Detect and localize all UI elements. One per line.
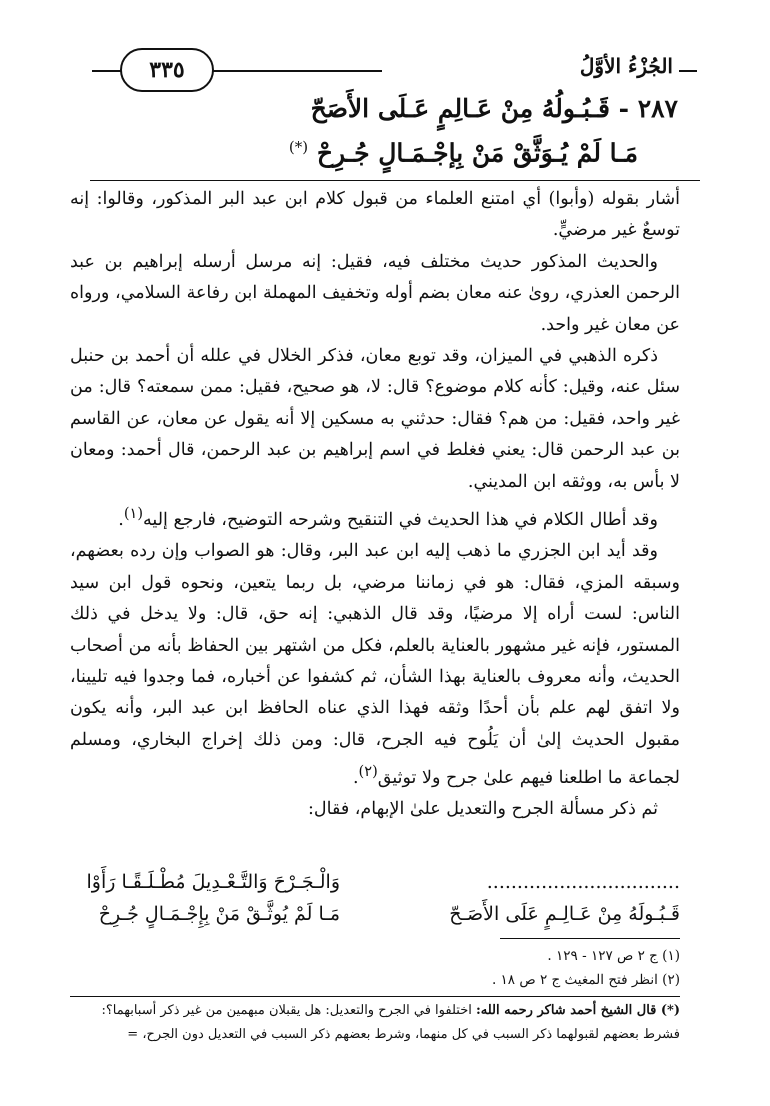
running-head: الجُزْءُ الأوَّلُ <box>579 54 673 78</box>
paragraph-5-text: وقد أيد ابن الجزري ما ذهب إليه ابن عبد البر، وقال: هو الصواب وإن رده بعضهم، وسبقه المزي، فقال: هو في زماننا مرضي، بل ربما يتعين، ونحوه قول ابن سيد الناس: لست أراه إلا مرضيًا، وقد قال الذهبي: إنه حق، قال: ولا يدخل في ذلك المستور، فإنه غير مشهور بالعناية بالعلم، فكل من اشتهر بين الحفاظ بأنه من أصحاب الحديث، وأنه معروف بالعناية بهذا الشأن، ثم كشفوا عن أخباره، فما وجدوا فيه تليينا، ولا اتفق لهم علم بأن أحدًا وثقه فهذا الذي عناه الحافظ ابن عبد البر، وأنه يكون مقبول الحديث إلىٰ أن يَلُوح فيه الجرح، قال: ومن ذلك إخراج البخاري، ومسلم لجماعة ما اطلعنا فيهم علىٰ جرح ولا توثيق <box>70 541 680 788</box>
quoted-verse-row-2 <box>70 898 680 930</box>
verse-title-line-2 <box>78 130 638 170</box>
footnote-ref-2: (٢) <box>358 763 378 781</box>
commentary-text <box>70 184 680 826</box>
paragraph-2: والحديث المذكور حديث مختلف فيه، فقيل: إنه مرسل أرسله إبراهيم بن عبد الرحمن العذري، روىٰ عنه معان بضم أوله وتخفيف المهملة ابن رفاعة السلامي، ورواه عن معان غير واحد. <box>70 251 680 335</box>
verse-title-line-2-text: مَـا لَمْ يُـوَثَّقْ مَنْ بِإجْـمَـالٍ جُـرِحْ <box>316 138 638 168</box>
paragraph-4-period: . <box>118 509 124 530</box>
title-divider <box>90 180 700 181</box>
verse-title-line-1: ٢٨٧ - قَـبُـولُهُ مِنْ عَـالِمٍ عَـلَى الأَصَحّ <box>310 94 678 123</box>
footnote-1: (١) ج ٢ ص ١٢٧ - ١٢٩ . <box>547 948 680 964</box>
footnote-star-mark: (*) <box>288 138 309 156</box>
footnote-star-label: (*) قال الشيخ أحمد شاكر رحمه الله: <box>475 1003 680 1018</box>
paragraph-5 <box>70 536 680 794</box>
footnotes <box>70 944 680 1047</box>
page-header <box>92 46 697 86</box>
footnote-ref-1: (١) <box>123 505 144 523</box>
paragraph-5-period: . <box>352 767 359 788</box>
verse-title <box>78 92 678 170</box>
quoted-verse-row-1 <box>70 866 680 898</box>
quoted-verse-row-1-left: وَالْـجَـرْحَ وَالتَّـعْـدِيلَ مُطْـلَـقًـا رَأَوْا <box>86 871 340 893</box>
footnote-star-text: اختلفوا في الجرح والتعديل: هل يقبلان مبهمين من غير ذكر أسبابهما؟: <box>101 1003 472 1018</box>
footnote-divider <box>500 938 680 939</box>
quoted-verse-row-2-left: مَـا لَمْ يُوثَّـقْ مَنْ بِإِجْـمَـالٍ جُـرِحْ <box>98 903 340 925</box>
quoted-verse <box>70 866 680 930</box>
footnote-star-line-2: فشرط بعضهم لقبولهما ذكر السبب في كل منهما، وشرط بعضهم ذكر السبب في التعديل دون الجرح، = <box>127 1027 680 1042</box>
footnote-2: (٢) انظر فتح المغيث ج ٢ ص ١٨ . <box>491 972 680 988</box>
paragraph-3: ذكره الذهبي في الميزان، وقد توبع معان، فذكر الخلال في علله أن أحمد بن حنبل سئل عنه، وقيل: كأنه كلام موضوع؟ قال: لا، هو صحيح، فقيل: ممن سمعته؟ قال: من غير واحد، فقيل: من هم؟ فقال: حدثني به مسكين إلا أنه يقول عن معان، عن القاسم بن عبد الرحمن قال: يعني فغلط في اسم إبراهيم بن عبد الرحمن، قال أحمد: ومعان لا بأس به، ووثقه ابن المديني. <box>70 346 680 492</box>
quoted-verse-row-1-right: ................................ <box>486 871 680 893</box>
quoted-verse-row-2-right: قَـبُـولَهُ مِنْ عَـالِـمٍ عَلَى الأَصَـحّ <box>449 903 680 925</box>
header-rule-right <box>679 70 697 72</box>
paragraph-4 <box>70 498 680 536</box>
footnote-star <box>70 996 680 1023</box>
paragraph-4-text: وقد أطال الكلام في هذا الحديث في التنقيح وشرحه التوضيح، فارجع إليه <box>143 509 658 530</box>
page-number: ٣٣٥ <box>120 48 214 92</box>
paragraph-1: أشار بقوله (وأبوا) أي امتنع العلماء من قبول كلام ابن عبد البر المذكور، وقالوا: إنه توسعٌ غير مرضيٍّ. <box>70 189 680 241</box>
paragraph-6: ثم ذكر مسألة الجرح والتعديل علىٰ الإبهام، فقال: <box>308 799 658 820</box>
